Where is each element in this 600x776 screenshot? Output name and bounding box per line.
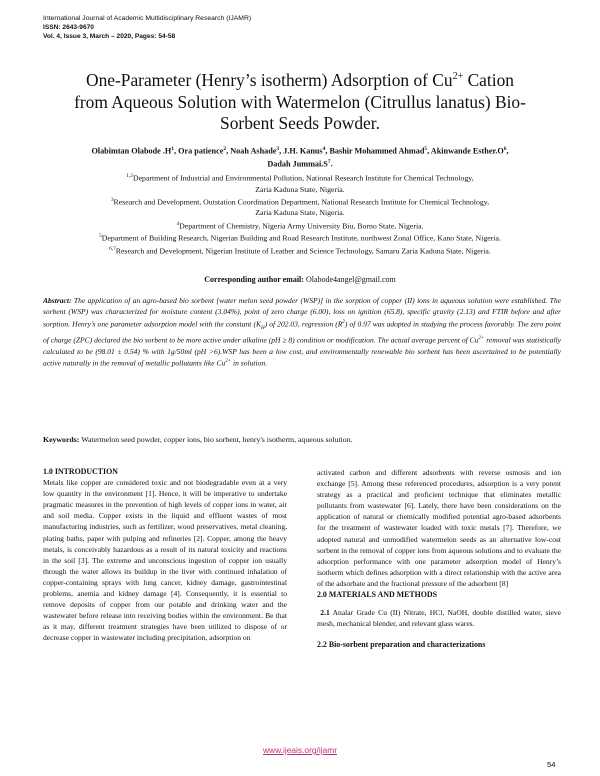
author-name: J.H. Kanus xyxy=(283,146,323,156)
section-heading: 2.0 MATERIALS AND METHODS xyxy=(317,590,437,600)
left-column xyxy=(43,466,287,644)
title-line3: Sorbent Seeds Powder. xyxy=(220,113,380,133)
paper-title xyxy=(40,70,560,135)
affiliation-sup: 3 xyxy=(110,196,114,203)
abstract-text: ) of 0.97 was adopted in studying the process favorably. The zero point of charge (ZPC) declared the bio sorbent to be more active under alkaline (pH ≥ 8) condition or modification. The actual average percent of Cu xyxy=(43,319,561,345)
abstract-sup: 2+ xyxy=(225,359,232,365)
abstract-label: Abstract: xyxy=(43,296,72,305)
intro-paragraph: Metals like copper are considered toxic and not biodegradable even at a very low quantity in the environment [1]. Hence, it will be imperative to undertake pragmatic measures in the prevention of high levels of copper ions in water, air and soil media. Copper exists in the liquid and effluent wastes of most manufacturing industries, such as fertilizer, wood preservatives, metal cleaning, plating baths, paper with pulping and refineries [2]. Copper, among the heavy metals, is conceivably hazardous as a result of its natural toxicity and reactions in the soil [3]. The extreme and unconscious ingestion of copper ion usually through the water allows its buildup in the liver with continued inhalation of copper-containing sprays with lung cancer, kidney damage, gastrointestinal problems, anemia and kidney damage [4]. Consequently, it is essential to remove deposits of copper from our potable and drinking water and the wastewater before release into receiving bodies within the environment. Be that as it may, different treatment strategies have been utilized to dispose of or decrease copper in wastewater including precipitation, adsorption on xyxy=(43,478,287,643)
section-heading: 1.0 INTRODUCTION xyxy=(43,467,118,476)
right-column xyxy=(317,467,561,650)
abstract-text: removal was statistically calculated to be (98.01 ± 0.54) % with 1g/50ml (pH >6).WSP has been a low cost, and environmentally renewable bio sorbent has been ascertained to be potentially active naturally in the removal of metallic pollutants like Cu xyxy=(43,335,562,368)
affiliation-line: Department of Industrial and Environmental Pollution, National Research Institute for Chemical Technology, xyxy=(132,173,474,183)
author-list: Olabimtan Olabode $.H^1$, Ora patience$^2$, Noah Ashade$^3$, J.H. Kanus$^4$, Bashir Mohammed Ahmad$^5$, Akinwande $Esther.O^6$, Dadah $Jummai.S^7$. xyxy=(91,146,509,169)
affiliation-sup: 5 xyxy=(99,233,102,240)
affiliation xyxy=(40,231,560,244)
author-sup: 7 xyxy=(327,158,331,165)
abstract-sub: H xyxy=(261,325,265,331)
title-line1-post: Cation xyxy=(463,70,514,90)
affiliation xyxy=(40,244,560,257)
affiliation-line: Research and Development, Nigerian Institute of Leather and Science Technology, Samaru Zaria Kaduna State, Nigeria. xyxy=(115,246,491,256)
keywords-label: Keywords: xyxy=(43,435,80,444)
subsection-2-1 xyxy=(317,607,561,629)
author-sup: 6 xyxy=(503,146,507,152)
author-sup: 2 xyxy=(223,146,227,152)
author-sup: 1 xyxy=(171,146,175,152)
volume-info: Vol. 4, Issue 3, March – 2020, Pages: 54-58 xyxy=(43,33,176,40)
abstract-text: The application of an agro-based bio sorbent [water melon seed powder (WSP)] in the sorption of copper (II) ions in aqueous solution were established. The sorbent (WSP) was characterized for moisture content (3.04%), point of zero charge (6.00), loss on ignition (65.8), specific gravity (2.13) and FTIR before and after sorption. Henry’s one parameter adsorption model with the constant (K xyxy=(43,296,561,329)
journal-header xyxy=(43,14,563,41)
affiliation-line: Department of Chemistry, Nigeria Army University Biu, Borno State, Nigeria. xyxy=(179,221,424,231)
title-line1-pre: One-Parameter (Henry’s isotherm) Adsorption of Cu xyxy=(86,70,453,90)
author-sup: 3 xyxy=(276,146,280,152)
author-sup: 4 xyxy=(322,146,326,152)
affiliation xyxy=(40,219,560,232)
title-charge: 2+ xyxy=(452,71,464,83)
journal-name: International Journal of Academic Multidisciplinary Research (IJAMR) xyxy=(43,15,252,22)
abstract xyxy=(43,296,561,370)
affiliation-sup: 1,2 xyxy=(126,173,133,179)
author-name: Ora patience xyxy=(178,146,224,156)
abstract-sup: 2+ xyxy=(478,336,485,342)
author-sup: 5 xyxy=(424,146,428,152)
corresponding-email[interactable]: Olabode4angel@gmail.com xyxy=(305,275,396,284)
affiliation-sup: 4 xyxy=(176,220,180,227)
page-number: 54 xyxy=(547,760,556,769)
affiliation xyxy=(40,171,560,184)
affiliations xyxy=(40,171,560,257)
issn: ISSN: 2643-9670 xyxy=(43,24,94,31)
abstract-text: in solution. xyxy=(231,358,268,368)
corresponding-label: Corresponding author email: xyxy=(204,275,304,284)
author-name: Dadah Jummai.S xyxy=(267,159,328,169)
author-name: Olabimtan Olabode .H xyxy=(91,146,172,156)
subsection-text: Analar Grade Cu (II) Nitrate, HCl, NaOH, double distilled water, sieve mesh, mechanical blender, and relevant glass wares. xyxy=(317,608,561,629)
author-name: Akinwande Esther.O xyxy=(430,146,504,156)
subsection-number: 2.1 xyxy=(320,608,330,618)
title-line2: from Aqueous Solution with Watermelon (Citrullus lanatus) Bio- xyxy=(74,91,526,112)
abstract-text: ) of 202.03, regression (R xyxy=(264,319,343,329)
author-name: Noah Ashade xyxy=(230,146,277,156)
affiliation xyxy=(40,195,560,208)
affiliation-line: Department of Building Research, Nigerian Building and Road Research Institute, northwest Zonal Office, Kano State, Nigeria. xyxy=(101,233,501,243)
author-name: Bashir Mohammed Ahmad xyxy=(329,146,425,156)
abstract-sup: 2 xyxy=(342,319,345,325)
affiliation-line: Research and Development, Outstation Coordination Department, National Research Institute for Chemical Technology, xyxy=(113,197,490,207)
intro-paragraph-cont: activated carbon and different adsorbents with reverse osmosis and ion exchange [5]. Among these referenced procedures, adsorption is a very potent strategy as a practical and proficient technique that eliminates metallic pollutants from wastewater [6]. Lately, there have been considerations on the application of natural or chemically modified potential agro-based adsorbents for the treatment of wastewater loaded with toxic metals [7]. Therefore, we adopted natural and unmodified watermelon seeds as an alternative low-cost sorbent in the removal of copper ions from aqueous solutions and to evaluate the adsorption performance with one parameter adsorption model of Henry’s isotherm which defines adsorption with a direct relationship with the active area of the adsorbate and the fractional pressure of the adsorbent [8] xyxy=(317,468,561,588)
corresponding-author xyxy=(40,275,560,284)
subsection-heading: 2.2 Bio-sorbent preparation and characterizations xyxy=(317,640,486,650)
keywords xyxy=(43,435,561,444)
affiliation-cont: Zaria Kaduna State, Nigeria. xyxy=(255,184,345,194)
affiliation-cont: Zaria Kaduna State, Nigeria. xyxy=(255,208,345,218)
affiliation-sup: 6,7 xyxy=(109,245,116,252)
keywords-text: Watermelon seed powder, copper ions, bio sorbent, henry's isotherm, aqueous solution. xyxy=(81,435,353,444)
footer-link[interactable]: www.ijeais.org/ijamr xyxy=(263,745,337,755)
